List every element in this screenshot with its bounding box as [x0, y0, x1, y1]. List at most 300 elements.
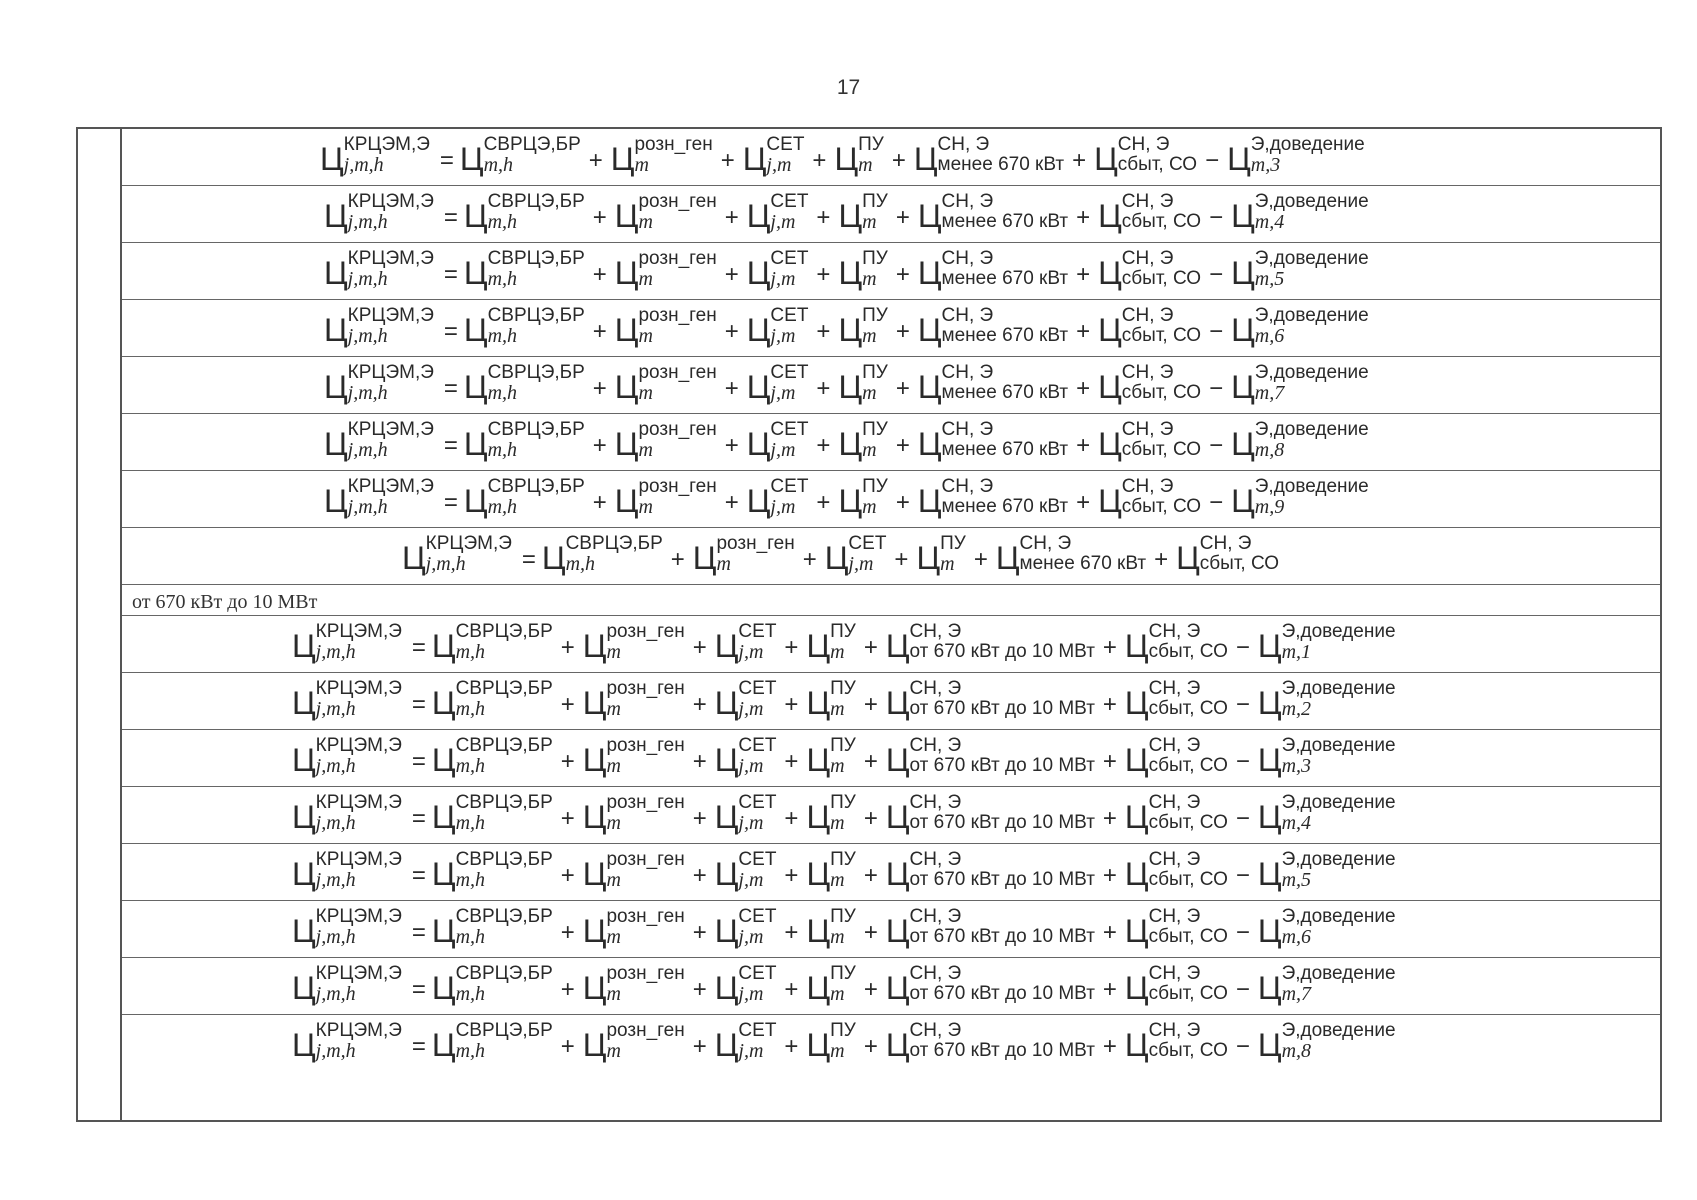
operator-eq: = — [411, 805, 426, 832]
term-sn — [996, 534, 1146, 576]
superscript: СЕТ — [738, 621, 777, 642]
price-symbol: Ц — [1257, 856, 1282, 892]
formula-row — [122, 414, 1660, 471]
superscript: розн_ген — [638, 191, 717, 212]
operator-plus: + — [1076, 432, 1091, 459]
superscript: СВРЦЭ,БР — [455, 678, 553, 699]
formula-row — [122, 528, 1660, 585]
operator-plus: + — [1076, 261, 1091, 288]
superscript: СН, Э — [1121, 362, 1174, 383]
operator-plus: + — [592, 432, 607, 459]
superscript: СН, Э — [1019, 533, 1072, 554]
operator-plus: + — [724, 432, 739, 459]
operator-plus: + — [895, 318, 910, 345]
term-dovedenie — [1231, 249, 1369, 291]
price-symbol: Ц — [714, 742, 739, 778]
subscript: сбыт, СО — [1148, 869, 1228, 890]
subscript: m,7 — [1254, 382, 1285, 404]
subscript: m,h — [487, 211, 518, 233]
superscript: СН, Э — [1148, 849, 1201, 870]
superscript: СЕТ — [770, 419, 809, 440]
superscript: Э,доведение — [1254, 305, 1369, 326]
price-symbol: Ц — [320, 141, 344, 177]
term-dovedenie — [1231, 477, 1369, 519]
operator-plus: + — [592, 489, 607, 516]
subscript: j,m,h — [425, 553, 466, 575]
operator-plus: + — [560, 919, 575, 946]
subscript: j,m,h — [315, 755, 356, 777]
term-rozn-gen — [615, 249, 717, 291]
subscript: j,m — [766, 154, 792, 176]
term-rozn-gen — [583, 736, 685, 778]
operator-plus: + — [816, 261, 831, 288]
term-set — [747, 477, 809, 519]
price-symbol: Ц — [806, 742, 831, 778]
formula-row — [122, 357, 1660, 414]
superscript: розн_ген — [638, 419, 717, 440]
subscript: m — [606, 755, 621, 777]
superscript: СН, Э — [1121, 191, 1174, 212]
price-symbol: Ц — [1098, 426, 1122, 462]
operator-plus: + — [1102, 976, 1117, 1003]
term-pu — [838, 477, 887, 519]
price-symbol: Ц — [917, 312, 942, 348]
price-symbol: Ц — [614, 255, 639, 291]
superscript: СВРЦЭ,БР — [487, 191, 585, 212]
subscript: сбыт, СО — [1121, 382, 1202, 403]
term-set — [747, 249, 809, 291]
superscript: СН, Э — [1121, 419, 1174, 440]
subscript: m — [830, 869, 845, 891]
term-set — [825, 534, 887, 576]
operator-minus: − — [1235, 691, 1250, 718]
superscript: ПУ — [862, 305, 888, 326]
subscript: от 670 кВт до 10 МВт — [909, 869, 1095, 890]
price-symbol: Ц — [917, 483, 942, 519]
price-symbol: Ц — [324, 198, 348, 234]
price-symbol: Ц — [1098, 255, 1122, 291]
price-symbol: Ц — [806, 685, 831, 721]
term-set — [743, 135, 805, 177]
subscript: сбыт, СО — [1148, 755, 1228, 776]
operator-eq: = — [443, 261, 458, 288]
term-dovedenie — [1258, 622, 1396, 664]
operator-plus: + — [670, 546, 685, 573]
superscript: СЕТ — [770, 248, 809, 269]
superscript: Э,доведение — [1254, 362, 1369, 383]
price-symbol: Ц — [614, 312, 639, 348]
term-rozn-gen — [583, 907, 685, 949]
operator-plus: + — [816, 318, 831, 345]
superscript: СВРЦЭ,БР — [487, 248, 585, 269]
operator-plus: + — [973, 546, 988, 573]
operator-plus: + — [784, 976, 799, 1003]
term-svrce — [432, 679, 553, 721]
operator-plus: + — [560, 748, 575, 775]
price-symbol: Ц — [431, 628, 456, 664]
superscript: СВРЦЭ,БР — [455, 1020, 553, 1041]
superscript: СН, Э — [941, 476, 994, 497]
operator-plus: + — [692, 1033, 707, 1060]
superscript: розн_ген — [606, 906, 685, 927]
term-dovedenie — [1258, 736, 1396, 778]
price-symbol: Ц — [431, 970, 456, 1006]
price-symbol: Ц — [806, 628, 831, 664]
term-pu — [834, 135, 883, 177]
price-symbol: Ц — [292, 742, 316, 778]
superscript: ПУ — [830, 735, 856, 756]
subscript: m,1 — [1281, 641, 1312, 663]
term-lhs — [320, 135, 430, 177]
price-symbol: Ц — [746, 483, 771, 519]
term-dovedenie — [1231, 420, 1369, 462]
subscript: m — [606, 1040, 621, 1062]
term-set — [715, 622, 777, 664]
price-symbol: Ц — [324, 369, 348, 405]
operator-minus: − — [1235, 805, 1250, 832]
term-svrce — [464, 192, 585, 234]
superscript: ПУ — [862, 248, 888, 269]
superscript: КРЦЭМ,Э — [347, 305, 434, 326]
superscript: ПУ — [858, 134, 884, 155]
subscript: m,2 — [1281, 698, 1312, 720]
term-rozn-gen — [583, 850, 685, 892]
term-dovedenie — [1258, 964, 1396, 1006]
operator-plus: + — [592, 375, 607, 402]
operator-minus: − — [1205, 147, 1220, 174]
superscript: СН, Э — [941, 248, 994, 269]
term-svrce — [464, 306, 585, 348]
superscript: СН, Э — [1148, 735, 1201, 756]
subscript: j,m,h — [347, 211, 388, 233]
term-set — [715, 850, 777, 892]
term-lhs — [324, 420, 434, 462]
term-svrce — [432, 1021, 553, 1063]
term-svrce — [464, 477, 585, 519]
operator-plus: + — [592, 261, 607, 288]
price-symbol: Ц — [885, 742, 910, 778]
operator-plus: + — [1102, 862, 1117, 889]
operator-minus: − — [1209, 432, 1224, 459]
price-symbol: Ц — [463, 483, 488, 519]
price-symbol: Ц — [431, 913, 456, 949]
superscript: розн_ген — [634, 134, 713, 155]
term-pu — [838, 249, 887, 291]
price-symbol: Ц — [806, 970, 831, 1006]
term-sn — [918, 192, 1068, 234]
term-svrce — [432, 964, 553, 1006]
subscript: m — [638, 382, 653, 404]
term-sbyt — [1098, 420, 1201, 462]
superscript: Э,доведение — [1281, 906, 1396, 927]
term-rozn-gen — [583, 679, 685, 721]
superscript: СВРЦЭ,БР — [455, 849, 553, 870]
operator-plus: + — [560, 691, 575, 718]
term-sn — [886, 850, 1095, 892]
superscript: СЕТ — [770, 305, 809, 326]
term-sbyt — [1098, 192, 1201, 234]
price-symbol: Ц — [838, 426, 863, 462]
superscript: Э,доведение — [1254, 248, 1369, 269]
price-symbol: Ц — [824, 540, 849, 576]
superscript: СН, Э — [1148, 678, 1201, 699]
price-symbol: Ц — [1124, 856, 1149, 892]
subscript: j,m,h — [315, 869, 356, 891]
price-symbol: Ц — [614, 426, 639, 462]
subscript: j,m,h — [315, 641, 356, 663]
price-symbol: Ц — [1098, 312, 1122, 348]
term-sbyt — [1125, 850, 1228, 892]
term-sn — [886, 793, 1095, 835]
operator-plus: + — [720, 147, 735, 174]
term-rozn-gen — [615, 192, 717, 234]
term-sn — [918, 249, 1068, 291]
price-symbol: Ц — [431, 742, 456, 778]
superscript: Э,доведение — [1254, 476, 1369, 497]
term-sbyt — [1125, 622, 1228, 664]
price-symbol: Ц — [746, 312, 771, 348]
operator-eq: = — [443, 318, 458, 345]
operator-plus: + — [588, 147, 603, 174]
price-symbol: Ц — [463, 198, 488, 234]
page-number: 17 — [836, 76, 861, 99]
superscript: СН, Э — [909, 735, 962, 756]
superscript: ПУ — [830, 792, 856, 813]
term-svrce — [432, 736, 553, 778]
operator-plus: + — [863, 805, 878, 832]
price-symbol: Ц — [885, 913, 910, 949]
price-symbol: Ц — [1257, 628, 1282, 664]
subscript: m,4 — [1281, 812, 1312, 834]
term-dovedenie — [1231, 363, 1369, 405]
price-symbol: Ц — [714, 1027, 739, 1063]
superscript: Э,доведение — [1281, 621, 1396, 642]
subscript: m — [940, 553, 955, 575]
price-symbol: Ц — [324, 255, 348, 291]
term-pu — [806, 850, 855, 892]
price-symbol: Ц — [1257, 799, 1282, 835]
subscript: m — [830, 698, 845, 720]
subscript: сбыт, СО — [1121, 268, 1202, 289]
subscript: m — [830, 755, 845, 777]
subscript: j,m — [738, 641, 764, 663]
formula — [324, 306, 1369, 350]
formula — [324, 192, 1369, 236]
subscript: m,h — [455, 1040, 486, 1062]
operator-plus: + — [812, 147, 827, 174]
superscript: СВРЦЭ,БР — [455, 735, 553, 756]
operator-plus: + — [1102, 919, 1117, 946]
term-lhs — [324, 249, 434, 291]
operator-plus: + — [784, 634, 799, 661]
formula — [324, 420, 1369, 464]
superscript: ПУ — [862, 419, 888, 440]
operator-plus: + — [784, 748, 799, 775]
superscript: СН, Э — [941, 362, 994, 383]
operator-plus: + — [1102, 1033, 1117, 1060]
price-symbol: Ц — [292, 799, 316, 835]
term-pu — [916, 534, 965, 576]
subscript: m,5 — [1254, 268, 1285, 290]
operator-plus: + — [784, 919, 799, 946]
term-svrce — [460, 135, 581, 177]
superscript: КРЦЭМ,Э — [315, 735, 402, 756]
price-symbol: Ц — [1227, 141, 1251, 177]
operator-plus: + — [724, 489, 739, 516]
term-sn — [886, 736, 1095, 778]
superscript: КРЦЭМ,Э — [315, 621, 402, 642]
superscript: СВРЦЭ,БР — [455, 621, 553, 642]
term-sbyt — [1098, 477, 1201, 519]
price-symbol: Ц — [1124, 970, 1149, 1006]
formula-row — [122, 300, 1660, 357]
subscript: менее 670 кВт — [937, 154, 1065, 175]
formula-row — [122, 129, 1660, 186]
operator-plus: + — [891, 147, 906, 174]
operator-plus: + — [692, 919, 707, 946]
superscript: СЕТ — [848, 533, 887, 554]
price-symbol: Ц — [431, 799, 456, 835]
superscript: ПУ — [830, 963, 856, 984]
subscript: m — [830, 983, 845, 1005]
price-symbol: Ц — [292, 685, 316, 721]
operator-plus: + — [802, 546, 817, 573]
subscript: j,m — [738, 755, 764, 777]
operator-eq: = — [443, 375, 458, 402]
subscript: j,m — [770, 268, 796, 290]
subscript: j,m,h — [347, 382, 388, 404]
price-symbol: Ц — [1176, 540, 1200, 576]
price-symbol: Ц — [913, 141, 938, 177]
subscript: j,m,h — [347, 439, 388, 461]
operator-minus: − — [1209, 489, 1224, 516]
subscript: от 670 кВт до 10 МВт — [909, 926, 1095, 947]
superscript: КРЦЭМ,Э — [347, 362, 434, 383]
price-symbol: Ц — [582, 913, 607, 949]
superscript: СН, Э — [1199, 533, 1252, 554]
formula — [324, 477, 1369, 521]
subscript: сбыт, СО — [1199, 553, 1280, 574]
price-symbol: Ц — [838, 483, 863, 519]
operator-plus: + — [560, 862, 575, 889]
superscript: СЕТ — [738, 906, 777, 927]
operator-minus: − — [1235, 862, 1250, 889]
superscript: СВРЦЭ,БР — [487, 362, 585, 383]
price-symbol: Ц — [1124, 799, 1149, 835]
formula-row — [122, 616, 1660, 673]
operator-plus: + — [724, 261, 739, 288]
formula — [292, 622, 1396, 666]
superscript: СВРЦЭ,БР — [455, 792, 553, 813]
subscript: m,h — [455, 869, 486, 891]
subscript: m,h — [487, 325, 518, 347]
subscript: от 670 кВт до 10 МВт — [909, 641, 1095, 662]
superscript: КРЦЭМ,Э — [315, 906, 402, 927]
subscript: m — [862, 382, 877, 404]
superscript: СЕТ — [770, 362, 809, 383]
price-symbol: Ц — [1231, 312, 1255, 348]
price-symbol: Ц — [692, 540, 717, 576]
subscript: j,m — [738, 869, 764, 891]
term-svrce — [432, 793, 553, 835]
price-symbol: Ц — [1098, 483, 1122, 519]
operator-plus: + — [895, 261, 910, 288]
superscript: КРЦЭМ,Э — [315, 678, 402, 699]
operator-plus: + — [592, 204, 607, 231]
operator-plus: + — [895, 489, 910, 516]
term-lhs — [324, 306, 434, 348]
superscript: СН, Э — [1148, 792, 1201, 813]
superscript: СЕТ — [770, 191, 809, 212]
term-sn — [886, 907, 1095, 949]
price-symbol: Ц — [838, 255, 863, 291]
superscript: СН, Э — [937, 134, 990, 155]
term-sn — [886, 1021, 1095, 1063]
formula-row — [122, 901, 1660, 958]
term-dovedenie — [1231, 306, 1369, 348]
price-symbol: Ц — [917, 198, 942, 234]
term-pu — [806, 736, 855, 778]
subscript: менее 670 кВт — [941, 325, 1069, 346]
subscript: от 670 кВт до 10 МВт — [909, 1040, 1095, 1061]
subscript: m — [638, 325, 653, 347]
formula-row — [122, 186, 1660, 243]
formula — [402, 534, 1279, 578]
operator-plus: + — [816, 204, 831, 231]
term-set — [715, 736, 777, 778]
term-sbyt — [1094, 135, 1197, 177]
operator-minus: − — [1209, 375, 1224, 402]
superscript: розн_ген — [606, 621, 685, 642]
term-pu — [806, 793, 855, 835]
subscript: m — [606, 698, 621, 720]
term-sn — [918, 363, 1068, 405]
price-symbol: Ц — [885, 856, 910, 892]
price-symbol: Ц — [1094, 141, 1118, 177]
operator-plus: + — [894, 546, 909, 573]
subscript: m,h — [483, 154, 514, 176]
subscript: j,m,h — [343, 154, 384, 176]
subscript: j,m,h — [315, 983, 356, 1005]
price-symbol: Ц — [541, 540, 566, 576]
subscript: m,h — [455, 755, 486, 777]
term-sn — [918, 420, 1068, 462]
superscript: ПУ — [830, 906, 856, 927]
operator-minus: − — [1235, 1033, 1250, 1060]
term-sn — [886, 679, 1095, 721]
formula — [320, 135, 1365, 179]
superscript: ПУ — [862, 476, 888, 497]
operator-plus: + — [560, 634, 575, 661]
subscript: m — [638, 439, 653, 461]
subscript: сбыт, СО — [1121, 496, 1202, 517]
price-symbol: Ц — [614, 369, 639, 405]
superscript: Э,доведение — [1254, 191, 1369, 212]
superscript: СВРЦЭ,БР — [487, 305, 585, 326]
price-symbol: Ц — [806, 799, 831, 835]
operator-eq: = — [411, 1033, 426, 1060]
operator-plus: + — [895, 375, 910, 402]
term-set — [747, 420, 809, 462]
subscript: m — [862, 268, 877, 290]
term-pu — [806, 1021, 855, 1063]
price-symbol: Ц — [1124, 913, 1149, 949]
subscript: m,6 — [1281, 926, 1312, 948]
superscript: СН, Э — [941, 191, 994, 212]
subscript: m,9 — [1254, 496, 1285, 518]
term-set — [747, 363, 809, 405]
price-symbol: Ц — [582, 685, 607, 721]
